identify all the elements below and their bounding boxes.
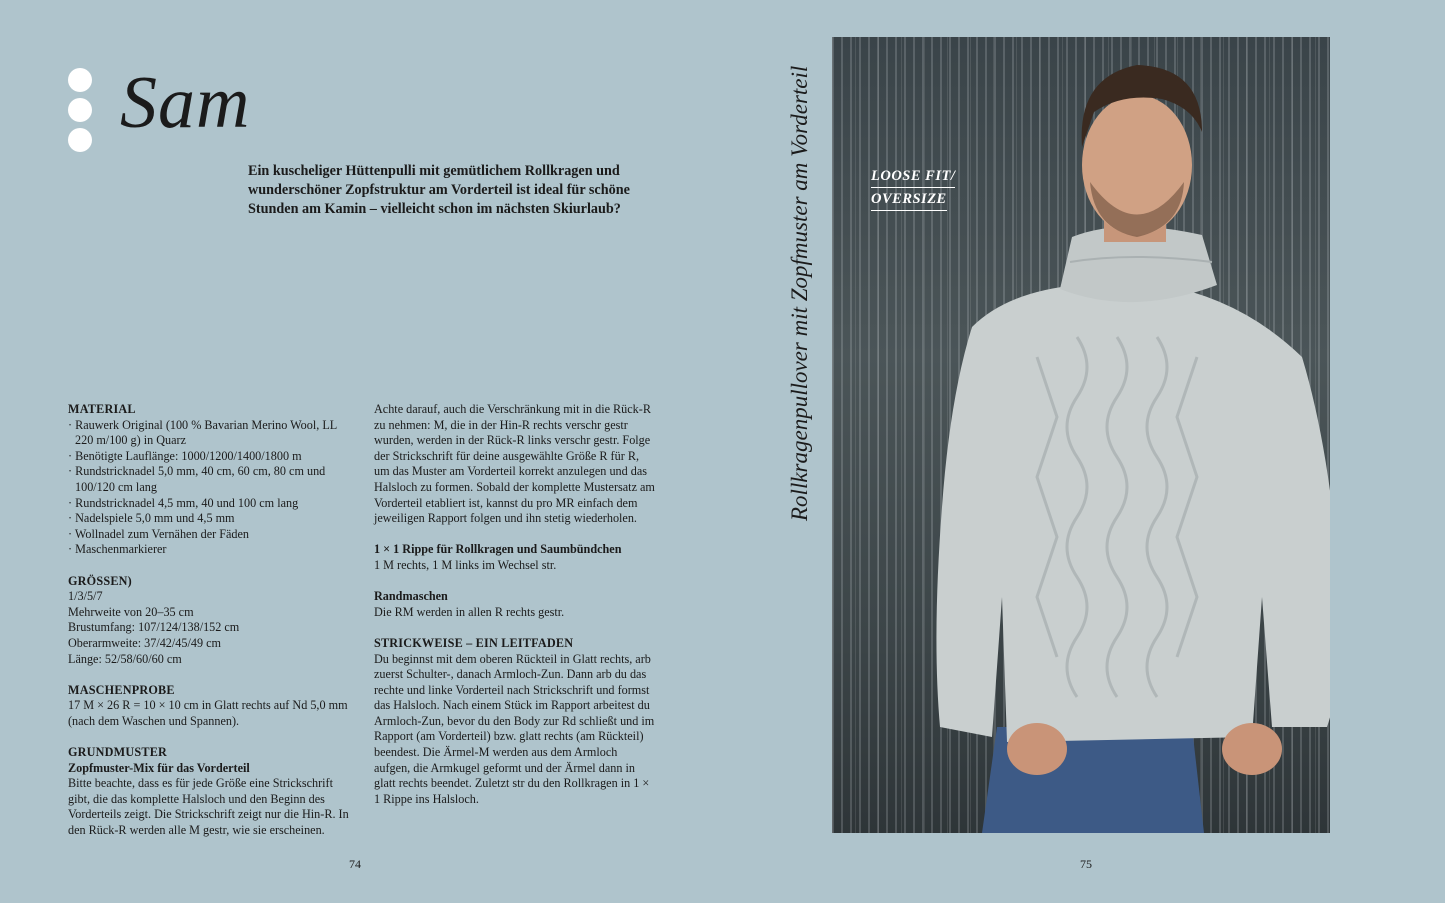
right-page <box>722 0 1445 903</box>
material-item: · Wollnadel zum Vernähen der Fäden <box>68 527 353 543</box>
randmaschen-heading: Randmaschen <box>374 589 448 604</box>
text-column-2 <box>374 402 656 807</box>
maschenprobe-heading: MASCHENPROBE <box>68 682 175 697</box>
material-item: · Benötigte Lauflänge: 1000/1200/1400/1800 m <box>68 449 353 465</box>
page-number: 74 <box>349 857 361 871</box>
text-column-1 <box>68 402 353 839</box>
groessen-line: 1/3/5/7 <box>68 589 103 604</box>
groessen-line: Oberarmweite: 37/42/45/49 cm <box>68 635 221 650</box>
material-item: · Maschenmarkierer <box>68 542 353 558</box>
fit-badge-line2: OVERSIZE <box>871 188 947 211</box>
fit-badge <box>871 165 955 211</box>
verschraenkung-text: Achte darauf, auch die Verschränkung mit in die Rück-R zu nehmen: M, die in der Hin-R rechts verschr gestr wurden, werden in der Rück-R links verschr gestr. Folge der Strickschrift für deine ausgewählte Größe R für R, um das Muster am Vorderteil korrekt anzulegen und das Halsloch zu formen. Sobald der komplette Mustersatz am Vorderteil etabliert ist, kannst du pro MR einfach dem jeweiligen Rapport folgen und ihn stetig wiederholen. <box>374 402 655 526</box>
grundmuster-text: Bitte beachte, dass es für jede Größe eine Strickschrift gibt, die das komplette Halsloch und den Beginn des Vorderteils zeigt. Die Strickschrift zeigt nur die Hin-R. In den Rück-R werden alle M gestr, wie sie erscheinen. <box>68 776 349 838</box>
grundmuster-heading: GRUNDMUSTER <box>68 745 168 760</box>
page-number: 75 <box>1080 857 1092 871</box>
material-heading: MATERIAL <box>68 402 136 416</box>
grundmuster-subheading: Zopfmuster-Mix für das Vorderteil <box>68 760 250 775</box>
material-item: · Rauwerk Original (100 % Bavarian Merino Wool, LL 220 m/100 g) in Quarz <box>68 418 353 449</box>
groessen-line: Länge: 52/58/60/60 cm <box>68 651 182 666</box>
material-item: · Nadelspiele 5,0 mm und 4,5 mm <box>68 511 353 527</box>
rippe-heading: 1 × 1 Rippe für Rollkragen und Saumbündchen <box>374 542 622 557</box>
strickweise-text: Du beginnst mit dem oberen Rückteil in Glatt rechts, arb zuerst Schulter-, danach Armloch-Zun. Dann arb du das rechte und linke Vorderteil nach Strickschrift und formst das Halsloch. Nach einem Stück im Rapport arbeitest du Armloch-Zun, bevor du den Body zur Rd schließt und im Rapport (am Vorderteil) bzw. glatt rechts (am Rückteil) beendest. Die Ärmel-M werden aus dem Armloch aufgen, die Armkugel geformt und der Ärmel dann in glatt rechts beendet. Zuletzt str du den Rollkragen in 1 × 1 Rippe ins Halsloch. <box>374 651 655 806</box>
dot-icon <box>68 128 92 152</box>
model-photo <box>832 37 1330 833</box>
vertical-title: Rollkragenpullover mit Zopfmuster am Vorderteil <box>787 66 812 522</box>
groessen-line: Brustumfang: 107/124/138/152 cm <box>68 620 240 635</box>
pattern-title: Sam <box>120 62 251 144</box>
rippe-text: 1 M rechts, 1 M links im Wechsel str. <box>374 557 557 572</box>
maschenprobe-text: 17 M × 26 R = 10 × 10 cm in Glatt rechts auf Nd 5,0 mm (nach dem Waschen und Spannen). <box>68 698 348 728</box>
groessen-line: Mehrweite von 20–35 cm <box>68 604 194 619</box>
intro-text: Ein kuscheliger Hüttenpulli mit gemütlichem Rollkragen und wunderschöner Zopfstruktur am Vorderteil ist ideal für schöne Stunden am Kamin – vielleicht schon im nächsten Skiurlaub? <box>248 163 630 217</box>
decorative-dots <box>68 68 92 158</box>
material-item: · Rundstricknadel 4,5 mm, 40 und 100 cm lang <box>68 496 353 512</box>
fit-badge-line1: LOOSE FIT/ <box>871 165 955 188</box>
dot-icon <box>68 98 92 122</box>
groessen-heading: GRÖSSEN) <box>68 573 132 588</box>
randmaschen-text: Die RM werden in allen R rechts gestr. <box>374 604 565 619</box>
sweater-model-image <box>832 37 1330 833</box>
strickweise-heading: STRICKWEISE – EIN LEITFADEN <box>374 635 574 650</box>
left-page <box>0 0 722 903</box>
material-item: · Rundstricknadel 5,0 mm, 40 cm, 60 cm, 80 cm und 100/120 cm lang <box>68 464 353 495</box>
dot-icon <box>68 68 92 92</box>
